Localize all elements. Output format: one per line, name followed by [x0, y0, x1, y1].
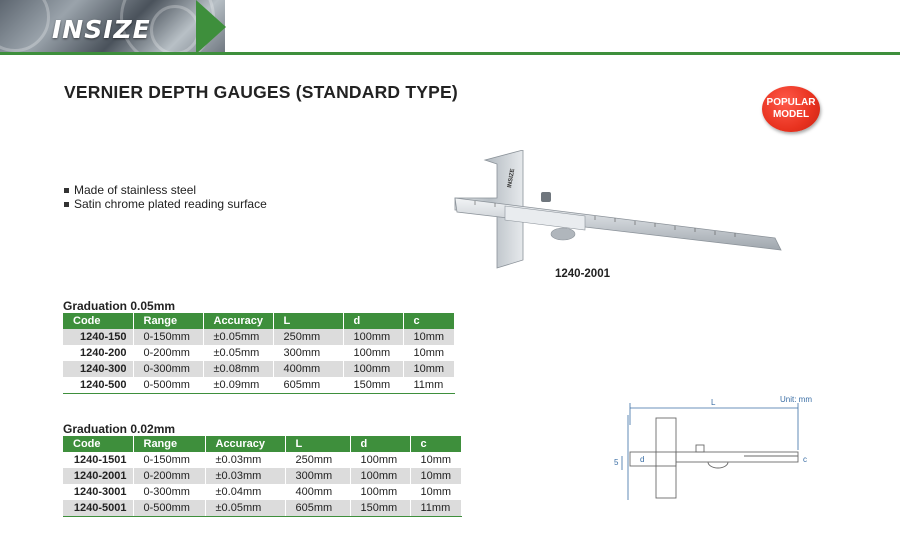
unit-label: Unit: mm [780, 395, 812, 404]
table-row [63, 377, 454, 393]
feature-text: Made of stainless steel [74, 183, 197, 197]
bullet-icon [64, 188, 69, 193]
cell-accuracy: ±0.05mm [203, 329, 273, 345]
feature-text: Satin chrome plated reading surface [74, 197, 267, 211]
table-row [63, 468, 461, 484]
cell-d: 150mm [350, 500, 410, 516]
cell-accuracy: ±0.08mm [203, 361, 273, 377]
dimension-diagram [608, 390, 828, 510]
bullet-icon [64, 202, 69, 207]
header-chevron [196, 0, 226, 54]
brand-logo: INSIZE [52, 15, 151, 44]
graduation-title-1: Graduation 0.05mm [63, 299, 176, 313]
cell-l: 250mm [273, 329, 343, 345]
column-header: d [343, 313, 403, 329]
cell-l: 300mm [273, 345, 343, 361]
cell-code: 1240-5001 [63, 500, 133, 516]
depth-gauge-image [445, 150, 785, 270]
cell-accuracy: ±0.05mm [203, 345, 273, 361]
table-header-row [63, 313, 454, 329]
table-row [63, 345, 454, 361]
cell-accuracy: ±0.04mm [205, 484, 285, 500]
table-header-row [63, 436, 461, 452]
cell-c: 10mm [403, 345, 454, 361]
cell-range: 0-500mm [133, 377, 203, 393]
badge-line-1: POPULAR [766, 97, 816, 108]
feature-item [64, 183, 267, 197]
column-header: Range [133, 436, 205, 452]
header-banner [0, 0, 900, 56]
column-header: Accuracy [205, 436, 285, 452]
dimension-label-c: c [803, 455, 807, 464]
cell-d: 100mm [350, 468, 410, 484]
cell-c: 10mm [403, 329, 454, 345]
column-header: Code [63, 436, 133, 452]
cell-d: 100mm [343, 361, 403, 377]
cell-range: 0-150mm [133, 329, 203, 345]
cell-d: 100mm [350, 484, 410, 500]
table-row [63, 329, 454, 345]
cell-d: 100mm [343, 329, 403, 345]
cell-c: 11mm [410, 500, 461, 516]
cell-range: 0-200mm [133, 345, 203, 361]
column-header: c [403, 313, 454, 329]
cell-l: 250mm [285, 452, 350, 468]
cell-d: 150mm [343, 377, 403, 393]
cell-l: 605mm [273, 377, 343, 393]
badge-line-2: MODEL [772, 109, 810, 120]
cell-code: 1240-1501 [63, 452, 133, 468]
cell-d: 100mm [343, 345, 403, 361]
cell-c: 10mm [410, 484, 461, 500]
cell-c: 10mm [403, 361, 454, 377]
column-header: Range [133, 313, 203, 329]
dimension-label-d: d [640, 455, 645, 464]
column-header: d [350, 436, 410, 452]
cell-range: 0-300mm [133, 361, 203, 377]
cell-c: 10mm [410, 452, 461, 468]
cell-l: 300mm [285, 468, 350, 484]
cell-c: 11mm [403, 377, 454, 393]
cell-accuracy: ±0.09mm [203, 377, 273, 393]
table-row [63, 452, 461, 468]
gauge-brand-marking: INSIZE [507, 168, 517, 189]
cell-l: 400mm [273, 361, 343, 377]
cell-code: 1240-3001 [63, 484, 133, 500]
column-header: c [410, 436, 461, 452]
cell-code: 1240-500 [63, 377, 133, 393]
cell-code: 1240-200 [63, 345, 133, 361]
cell-code: 1240-150 [63, 329, 133, 345]
dimension-label-l: L [711, 398, 716, 407]
spec-table-1 [63, 313, 455, 394]
cell-accuracy: ±0.03mm [205, 468, 285, 484]
dimension-label-5: 5 [614, 458, 619, 467]
cell-accuracy: ±0.05mm [205, 500, 285, 516]
cell-accuracy: ±0.03mm [205, 452, 285, 468]
cell-l: 605mm [285, 500, 350, 516]
table-row [63, 500, 461, 516]
spec-table-2 [63, 436, 462, 517]
cell-l: 400mm [285, 484, 350, 500]
cell-d: 100mm [350, 452, 410, 468]
feature-item [64, 197, 267, 211]
column-header: Accuracy [203, 313, 273, 329]
cell-range: 0-300mm [133, 484, 205, 500]
cell-range: 0-150mm [133, 452, 205, 468]
graduation-title-2: Graduation 0.02mm [63, 422, 176, 436]
product-model-label: 1240-2001 [555, 268, 610, 280]
cell-c: 10mm [410, 468, 461, 484]
cell-range: 0-200mm [133, 468, 205, 484]
cell-range: 0-500mm [133, 500, 205, 516]
column-header: L [285, 436, 350, 452]
column-header: Code [63, 313, 133, 329]
feature-list [64, 183, 267, 211]
header-divider [0, 52, 900, 55]
cell-code: 1240-300 [63, 361, 133, 377]
column-header: L [273, 313, 343, 329]
table-row [63, 484, 461, 500]
popular-model-badge [762, 86, 820, 132]
page-title: VERNIER DEPTH GAUGES (STANDARD TYPE) [64, 82, 458, 102]
cell-code: 1240-2001 [63, 468, 133, 484]
table-row [63, 361, 454, 377]
